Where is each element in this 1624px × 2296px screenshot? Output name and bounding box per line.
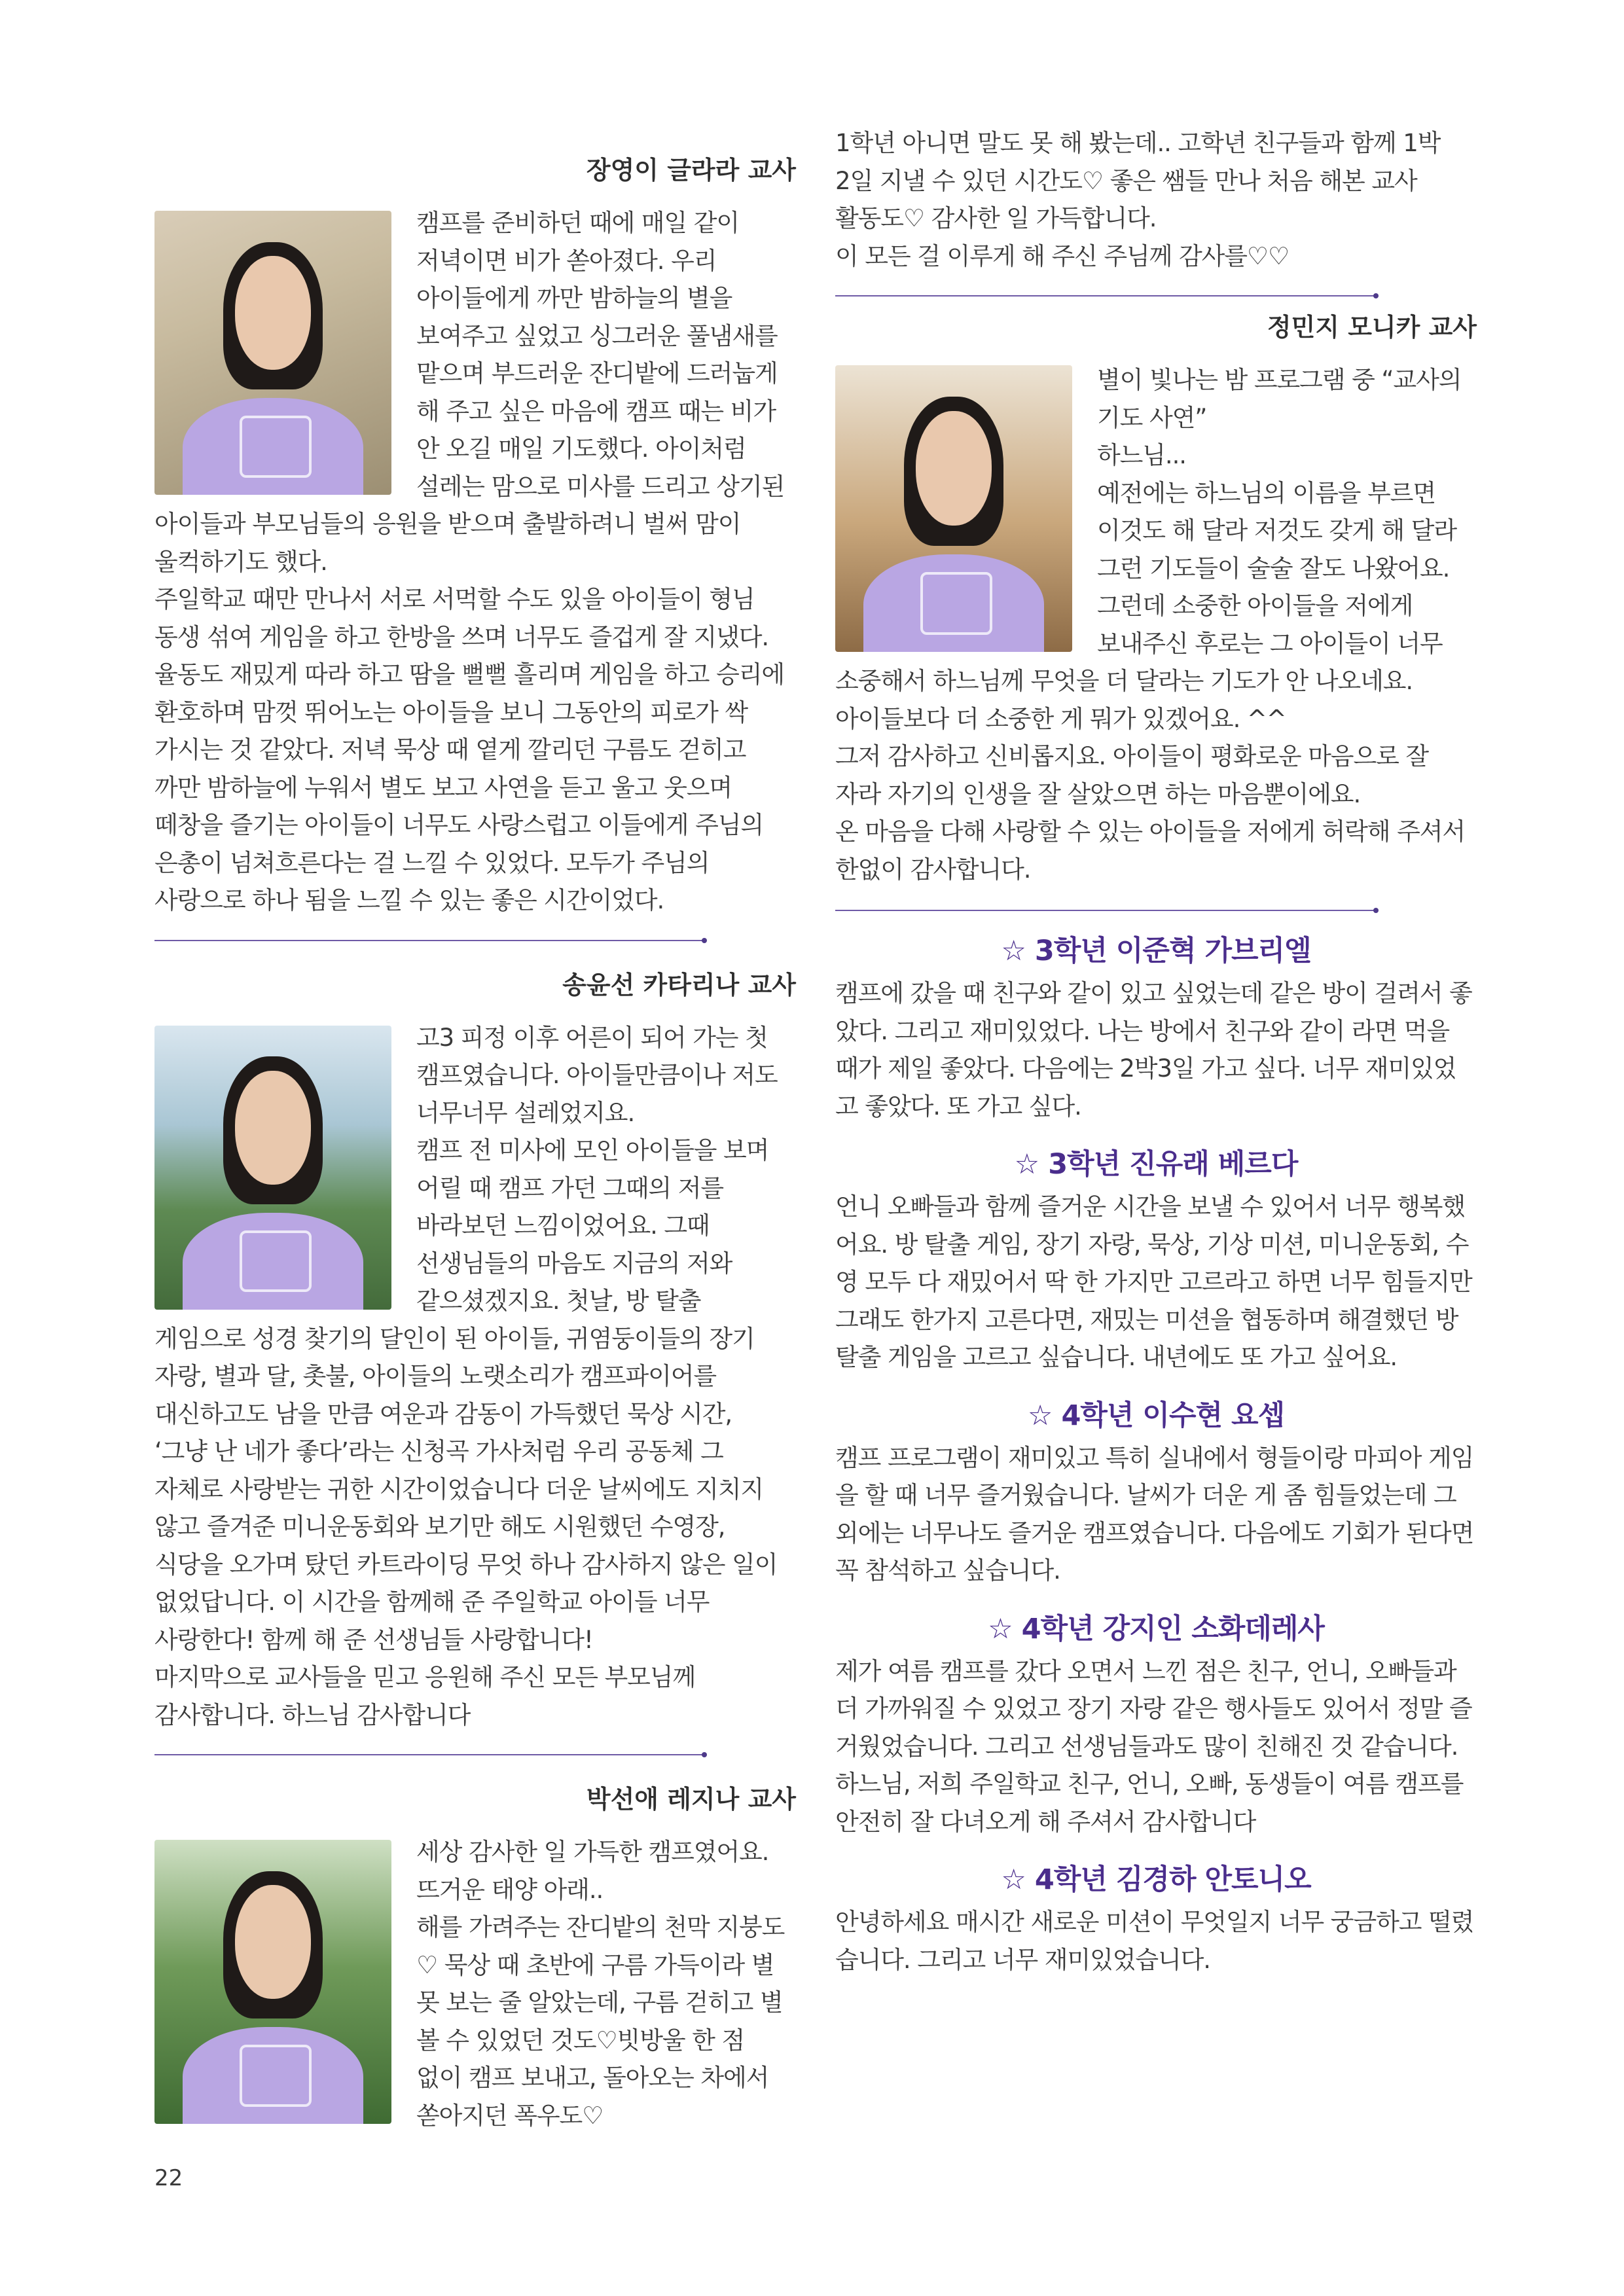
student-heading [835, 1143, 1477, 1185]
paragraph: 마지막으로 교사들을 믿고 응원해 주신 모든 부모님께 감사합니다. 하느님 감사합니다 [154, 1663, 696, 1729]
student-name: 3학년 진유래 베르다 [1048, 1148, 1298, 1181]
teacher-photo [154, 1840, 391, 2124]
student-text: 제가 여름 캠프를 갔다 오면서 느낀 점은 친구, 언니, 오빠들과 더 가까워질 수 있었고 장기 자랑 같은 행사들도 있어서 정말 즐거웠었습니다. 그리고 선생님들과도 많이 친해진 것 같습니다. 하느님, 저희 주일학교 친구, 언니, 오빠, 동생들이 여름 캠프를 안전히 잘 다녀오게 해 주셔서 감사합니다 [835, 1657, 1472, 1836]
student-entry [835, 1143, 1477, 1376]
paragraph: 온 마음을 다해 사랑할 수 있는 아이들을 저에게 허락해 주셔서 한없이 감사합니다. [835, 817, 1465, 884]
student-entry [835, 1395, 1477, 1590]
paragraph: 주일학교 때만 만나서 서로 서먹할 수도 있을 아이들이 형님 동생 섞여 게임을 하고 한방을 쓰며 너무도 즐겁게 잘 지냈다. 율동도 재밌게 따라 하고 땀을 뻘뻘 흘리며 게임을 하고 승리에 환호하며 맘껏 뛰어노는 아이들을 보니 그동안의 피로가 싹 가시는 것 같았다. 저녁 묵상 때 옅게 깔리던 구름도 걷히고 까만 밤하늘에 누워서 별도 보고 사연을 듣고 울고 웃으며 떼창을 즐기는 아이들이 너무도 사랑스럽고 이들에게 주님의 은총이 넘쳐흐른다는 걸 느낄 수 있었다. 모두가 주님의 사랑으로 하나 됨을 느낄 수 있는 좋은 시간이었다. [154, 585, 784, 914]
paragraph: 뜨거운 태양 아래.. [416, 1875, 604, 1904]
student-heading [835, 1859, 1477, 1901]
student-name: 4학년 이수현 요셉 [1061, 1399, 1285, 1432]
paragraph: 캠프를 준비하던 때에 매일 같이 저녁이면 비가 쏟아졌다. 우리 아이들에게 까만 밤하늘의 별을 보여주고 싶었고 싱그러운 풀냄새를 맡으며 부드러운 잔디밭에 드러눕게 해 주고 싶은 마음에 캠프 때는 비가 안 오길 매일 기도했다. 아이처럼 설레는 맘으로 미사를 드리고 상기된 아이들과 부모님들의 응원을 받으며 출발하려니 벌써 맘이 울컥하기도 했다. [154, 209, 785, 576]
paragraph: 그저 감사하고 신비롭지요. 아이들이 평화로운 마음으로 잘 자라 자기의 인생을 잘 살았으면 하는 마음뿐이에요. [835, 742, 1429, 808]
teacher-photo [154, 1026, 391, 1310]
teacher-photo [154, 211, 391, 495]
star-icon: ☆ [988, 1612, 1013, 1645]
section-divider [835, 295, 1376, 297]
student-heading [835, 1395, 1477, 1437]
paragraph: 고3 피정 이후 어른이 되어 가는 첫 캠프였습니다. 아이들만큼이나 저도 너무너무 설레었지요. [416, 1023, 778, 1127]
paragraph: 1학년 아니면 말도 못 해 봤는데.. 고학년 친구들과 함께 1박 2일 지낼 수 있던 시간도♡ 좋은 쌤들 만나 처음 해본 교사 활동도♡ 감사한 일 가득합니다. [835, 129, 1441, 232]
teacher-section-3 [154, 1780, 796, 2134]
teacher-entry [154, 1833, 796, 2134]
student-heading [835, 1608, 1477, 1650]
teacher-section-2 [154, 965, 796, 1734]
teacher-byline: 정민지 모니카 교사 [1267, 313, 1477, 342]
right-column [835, 124, 1477, 1979]
star-icon: ☆ [1001, 1863, 1026, 1896]
teacher-byline: 송윤선 카타리나 교사 [562, 970, 796, 999]
student-entry [835, 1608, 1477, 1841]
student-name: 4학년 강지인 소화데레사 [1021, 1612, 1324, 1645]
student-name: 4학년 김경하 안토니오 [1034, 1863, 1311, 1896]
section-divider [835, 909, 1376, 912]
student-heading [835, 930, 1477, 972]
teacher-section-4 [835, 308, 1477, 888]
student-entry [835, 930, 1477, 1125]
section-divider [154, 939, 704, 942]
left-column [154, 124, 796, 2134]
paragraph: 하느님... [1097, 441, 1186, 469]
teacher-byline: 박선애 레지나 교사 [586, 1785, 796, 1814]
student-text: 안녕하세요 매시간 새로운 미션이 무엇일지 너무 궁금하고 떨렸습니다. 그리고 너무 재미있었습니다. [835, 1908, 1474, 1974]
student-name: 3학년 이준혁 가브리엘 [1034, 935, 1311, 967]
paragraph: 별이 빛나는 밤 프로그램 중 “교사의 기도 사연” [1097, 366, 1462, 432]
paragraph: 캠프 전 미사에 모인 아이들을 보며 어릴 때 캠프 가던 그때의 저를 바라보던 느낌이었어요. 그때 선생님들의 마음도 지금의 저와 같으셨겠지요. 첫날, 방 탈출 게임으로 성경 찾기의 달인이 된 아이들, 귀염둥이들의 장기 자랑, 별과 달, 촛불, 아이들의 노랫소리가 캠프파이어를 대신하고도 남을 만큼 여운과 감동이 가득했던 묵상 시간, [154, 1136, 769, 1428]
star-icon: ☆ [1001, 935, 1026, 967]
paragraph: 이 모든 걸 이루게 해 주신 주님께 감사를♡♡ [835, 242, 1290, 270]
teacher-photo [835, 365, 1072, 652]
paragraph: ‘그냥 난 네가 좋다’라는 신청곡 가사처럼 우리 공동체 그 자체로 사랑받는 귀한 시간이었습니다 더운 날씨에도 지치지 않고 즐겨준 미니운동회와 보기만 해도 시원했던 수영장, 식당을 오가며 탔던 카트라이딩 무엇 하나 감사하지 않은 일이 없었답니다. 이 시간을 함께해 준 주일학교 아이들 너무 사랑한다! 함께 해 준 선생님들 사랑합니다! [154, 1437, 778, 1654]
page-number: 22 [154, 2165, 183, 2191]
student-text: 캠프에 갔을 때 친구와 같이 있고 싶었는데 같은 방이 걸려서 좋았다. 그리고 재미있었다. 나는 방에서 친구와 같이 라면 먹을 때가 제일 좋았다. 다음에는 2박3일 가고 싶다. 너무 재미있었고 좋았다. 또 가고 싶다. [835, 979, 1472, 1121]
student-text: 언니 오빠들과 함께 즐거운 시간을 보낼 수 있어서 너무 행복했어요. 방 탈출 게임, 장기 자랑, 묵상, 기상 미션, 미니운동회, 수영 모두 다 재밌어서 딱 한 가지만 고르라고 하면 너무 힘들지만 그래도 한가지 고른다면, 재밌는 미션을 협동하며 해결했던 방 탈출 게임을 고르고 싶습니다. 내년에도 또 가고 싶어요. [835, 1193, 1472, 1371]
paragraph: 세상 감사한 일 가득한 캠프였어요. [416, 1838, 769, 1866]
teacher-entry [154, 1019, 796, 1734]
section-divider [154, 1753, 704, 1756]
teacher-byline: 장영이 글라라 교사 [586, 156, 796, 185]
teacher-section-1 [154, 151, 796, 920]
paragraph: 해를 가려주는 잔디밭의 천막 지붕도♡ 묵상 때 초반에 구름 가득이라 별 못 보는 줄 알았는데, 구름 걷히고 별 볼 수 있었던 것도♡빗방울 한 점 없이 캠프 보내고, 돌아오는 차에서 쏟아지던 폭우도♡ [416, 1913, 785, 2130]
paragraph: 예전에는 하느님의 이름을 부르면 이것도 해 달라 저것도 갖게 해 달라 그런 기도들이 술술 잘도 나왔어요. 그런데 소중한 아이들을 저에게 보내주신 후로는 그 아이들이 너무 소중해서 하느님께 무엇을 더 달라는 기도가 안 나오네요. 아이들보다 더 소중한 게 뭐가 있겠어요. ^^ [835, 478, 1456, 733]
teacher-entry [154, 204, 796, 920]
star-icon: ☆ [1027, 1399, 1053, 1432]
student-text: 캠프 프로그램이 재미있고 특히 실내에서 형들이랑 마피아 게임을 할 때 너무 즐거웠습니다. 날씨가 더운 게 좀 힘들었는데 그 외에는 너무나도 즐거운 캠프였습니다. 다음에도 기회가 된다면 꼭 참석하고 싶습니다. [835, 1443, 1474, 1585]
teacher-entry [835, 361, 1477, 888]
continued-text [835, 124, 1477, 275]
star-icon: ☆ [1014, 1148, 1039, 1181]
student-entry [835, 1859, 1477, 1979]
